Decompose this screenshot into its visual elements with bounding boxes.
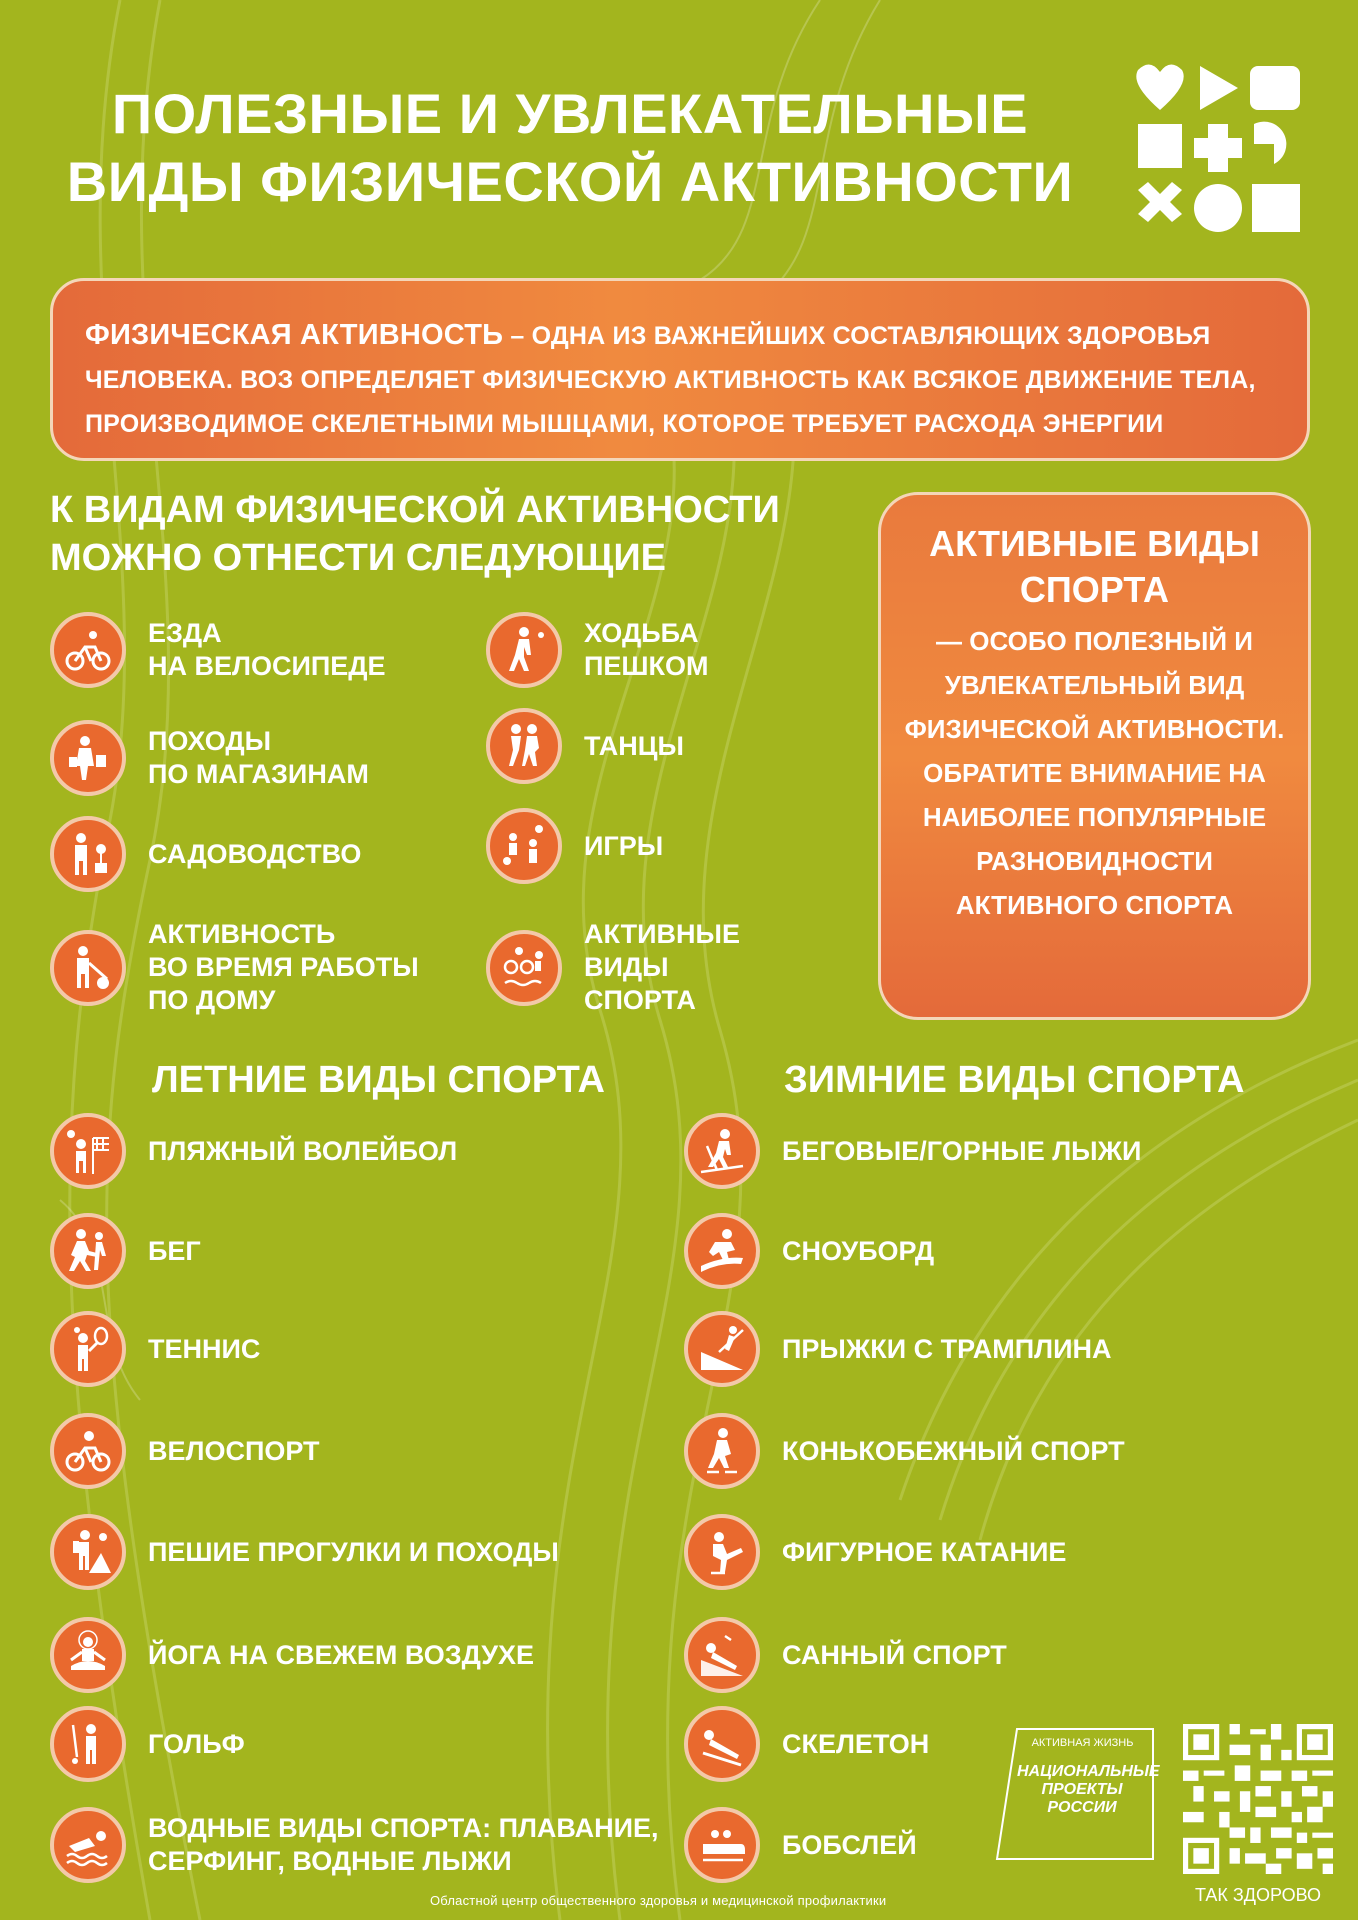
activity-label-active-sports: АКТИВНЫЕ ВИДЫ СПОРТА	[584, 919, 740, 1015]
golf-icon	[50, 1706, 126, 1782]
activity-item-cycling	[50, 612, 386, 688]
badge-top-text: АКТИВНАЯ ЖИЗНЬ	[1031, 1737, 1134, 1749]
activity-label-walking: ХОДЬБА ПЕШКОМ	[584, 618, 709, 681]
summer-label-tennis: ТЕННИС	[148, 1333, 261, 1364]
triathlon-icon	[486, 930, 562, 1006]
activity-label-gardening: САДОВОДСТВО	[148, 838, 362, 869]
active-sports-box-text: — ОСОБО ПОЛЕЗНЫЙ И УВЛЕКАТЕЛЬНЫЙ ВИД ФИЗИЧЕСКОЙ АКТИВНОСТИ. ОБРАТИТЕ ВНИМАНИЕ НА НАИБОЛЕЕ ПОПУЛЯРНЫЕ РАЗНОВИДНОСТИ АКТИВНОГО СПОРТА	[904, 626, 1285, 920]
title-line-1: ПОЛЕЗНЫЕ И УВЛЕКАТЕЛЬНЫЕ	[111, 82, 1029, 145]
winter-label-figure-skating: ФИГУРНОЕ КАТАНИЕ	[782, 1536, 1067, 1567]
summer-label-hiking: ПЕШИЕ ПРОГУЛКИ И ПОХОДЫ	[148, 1536, 559, 1567]
gardening-icon	[50, 816, 126, 892]
badge-line-3: РОССИИ	[1047, 1799, 1117, 1816]
winter-sports-heading: ЗИМНИЕ ВИДЫ СПОРТА	[784, 1059, 1245, 1101]
activity-item-shopping	[50, 720, 369, 796]
winter-item-speed-skating	[684, 1413, 1125, 1489]
skiing-icon	[684, 1113, 760, 1189]
definition-box	[50, 278, 1310, 461]
national-projects-badge	[995, 1727, 1160, 1862]
winter-item-figure-skating	[684, 1514, 1066, 1590]
running-icon	[50, 1213, 126, 1289]
title-line-2: ВИДЫ ФИЗИЧЕСКОЙ АКТИВНОСТИ	[66, 150, 1074, 213]
activity-item-housework	[50, 918, 419, 1017]
activity-item-active-sports	[486, 918, 740, 1017]
figure-skating-icon	[684, 1514, 760, 1590]
summer-item-running	[50, 1213, 201, 1289]
winter-label-speed-skating: КОНЬКОБЕЖНЫЙ СПОРТ	[782, 1435, 1125, 1466]
walking-icon	[486, 612, 562, 688]
badge-title	[1017, 1763, 1160, 1817]
luge-icon	[684, 1617, 760, 1693]
winter-label-skeleton: СКЕЛЕТОН	[782, 1728, 930, 1759]
active-sports-box	[878, 492, 1311, 1020]
qr-caption: ТАК ЗДОРОВО	[1195, 1885, 1321, 1905]
winter-label-snowboard: СНОУБОРД	[782, 1235, 935, 1266]
housework-icon	[50, 930, 126, 1006]
cycling-icon	[50, 1413, 126, 1489]
badge-line-2: ПРОЕКТЫ	[1041, 1781, 1123, 1798]
winter-label-ski-jump: ПРЫЖКИ С ТРАМПЛИНА	[782, 1333, 1112, 1364]
winter-item-skiing	[684, 1113, 1141, 1189]
winter-item-snowboard	[684, 1213, 934, 1289]
page-title	[40, 80, 1100, 216]
activity-types-heading-line-1: К ВИДАМ ФИЗИЧЕСКОЙ АКТИВНОСТИ	[50, 489, 780, 531]
shopping-icon	[50, 720, 126, 796]
summer-item-hiking	[50, 1514, 559, 1590]
qr-code-block	[1183, 1724, 1333, 1906]
winter-item-ski-jump	[684, 1311, 1112, 1387]
dancing-icon	[486, 708, 562, 784]
winter-item-skeleton	[684, 1706, 929, 1782]
activity-label-games: ИГРЫ	[584, 830, 664, 861]
summer-item-yoga	[50, 1617, 534, 1693]
summer-item-beach-volleyball	[50, 1113, 457, 1189]
activity-types-heading-line-2: МОЖНО ОТНЕСТИ СЛЕДУЮЩИЕ	[50, 537, 666, 579]
active-sports-box-title: АКТИВНЫЕ ВИДЫ СПОРТА	[929, 523, 1260, 610]
summer-item-tennis	[50, 1311, 260, 1387]
winter-label-bobsleigh: БОБСЛЕЙ	[782, 1829, 917, 1860]
hiking-icon	[50, 1514, 126, 1590]
summer-label-golf: ГОЛЬФ	[148, 1728, 245, 1759]
summer-item-water-sports	[50, 1807, 658, 1883]
games-icon	[486, 808, 562, 884]
activity-label-shopping: ПОХОДЫ ПО МАГАЗИНАМ	[148, 726, 369, 789]
badge-line-1: НАЦИОНАЛЬНЫЕ	[1017, 1763, 1160, 1780]
winter-label-luge: САННЫЙ СПОРТ	[782, 1639, 1007, 1670]
beach-volleyball-icon	[50, 1113, 126, 1189]
skeleton-icon	[684, 1706, 760, 1782]
summer-label-beach-volleyball: ПЛЯЖНЫЙ ВОЛЕЙБОЛ	[148, 1135, 458, 1166]
qr-code-icon[interactable]	[1183, 1724, 1333, 1874]
summer-label-cycling: ВЕЛОСПОРТ	[148, 1435, 320, 1466]
summer-label-water-sports: ВОДНЫЕ ВИДЫ СПОРТА: ПЛАВАНИЕ, СЕРФИНГ, ВОДНЫЕ ЛЫЖИ	[148, 1813, 659, 1876]
shapes-logo-icon	[1130, 58, 1310, 238]
bobsleigh-icon	[684, 1807, 760, 1883]
swimming-icon	[50, 1807, 126, 1883]
winter-label-skiing: БЕГОВЫЕ/ГОРНЫЕ ЛЫЖИ	[782, 1135, 1142, 1166]
ski-jump-icon	[684, 1311, 760, 1387]
summer-label-running: БЕГ	[148, 1235, 201, 1266]
tennis-icon	[50, 1311, 126, 1387]
cyclist-icon	[50, 612, 126, 688]
summer-label-yoga: ЙОГА НА СВЕЖЕМ ВОЗДУХЕ	[148, 1639, 535, 1670]
summer-item-golf	[50, 1706, 245, 1782]
yoga-icon	[50, 1617, 126, 1693]
activity-label-cycling: ЕЗДА НА ВЕЛОСИПЕДЕ	[148, 618, 386, 681]
activity-item-dancing	[486, 708, 684, 784]
activity-item-gardening	[50, 816, 361, 892]
activity-item-games	[486, 808, 663, 884]
activity-label-dancing: ТАНЦЫ	[584, 730, 684, 761]
activity-types-heading	[50, 486, 810, 582]
summer-sports-heading: ЛЕТНИЕ ВИДЫ СПОРТА	[152, 1059, 605, 1101]
definition-text: – ОДНА ИЗ ВАЖНЕЙШИХ СОСТАВЛЯЮЩИХ ЗДОРОВЬЯ ЧЕЛОВЕКА. ВОЗ ОПРЕДЕЛЯЕТ ФИЗИЧЕСКУЮ АКТИВНОСТЬ КАК ВСЯКОЕ ДВИЖЕНИЕ ТЕЛА, ПРОИЗВОДИМОЕ СКЕЛЕТНЫМИ МЫШЦАМИ, КОТОРОЕ ТРЕБУЕТ РАСХОДА ЭНЕРГИИ	[85, 322, 1256, 438]
activity-item-walking	[486, 612, 709, 688]
snowboard-icon	[684, 1213, 760, 1289]
speed-skating-icon	[684, 1413, 760, 1489]
footer-organization: Областной центр общественного здоровья и медицинской профилактики	[430, 1893, 887, 1908]
summer-item-cycling	[50, 1413, 320, 1489]
winter-item-luge	[684, 1617, 1007, 1693]
definition-term: ФИЗИЧЕСКАЯ АКТИВНОСТЬ	[85, 319, 504, 351]
winter-item-bobsleigh	[684, 1807, 917, 1883]
activity-label-housework: АКТИВНОСТЬ ВО ВРЕМЯ РАБОТЫ ПО ДОМУ	[148, 919, 419, 1015]
